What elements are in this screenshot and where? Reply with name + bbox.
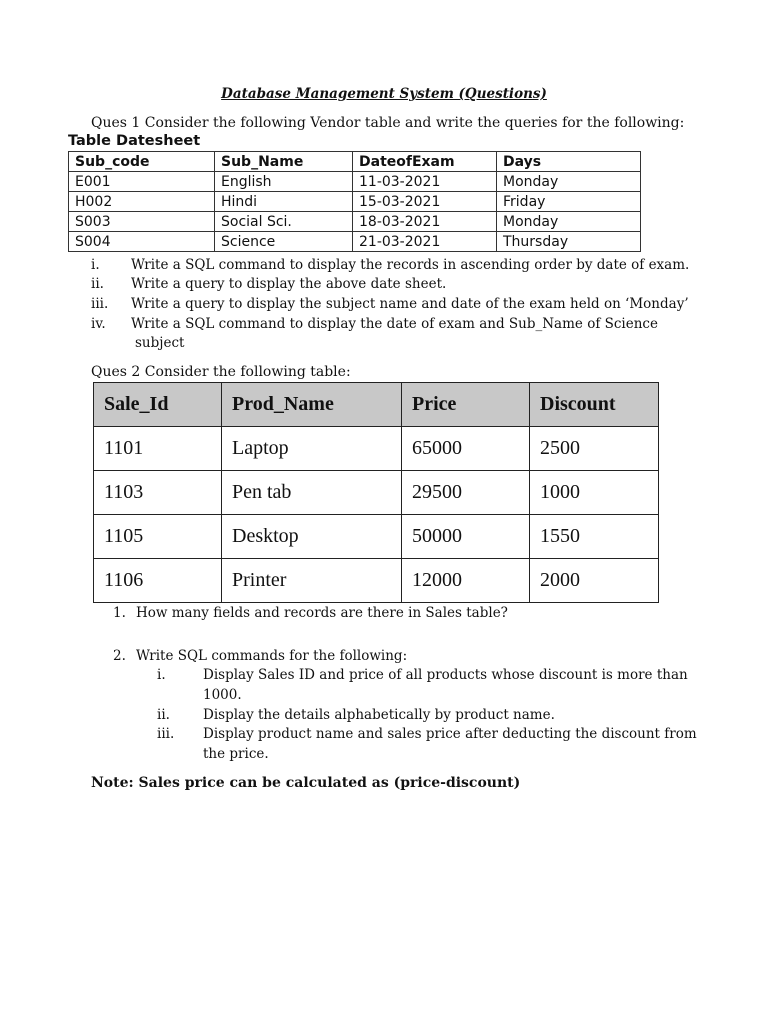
table-row <box>69 192 641 212</box>
list-item-continuation: 1000. <box>203 687 242 703</box>
table-cell: Monday <box>497 212 641 232</box>
list-item-number: ii. <box>157 707 170 723</box>
list-item-text: Display Sales ID and price of all products whose discount is more than <box>203 667 688 683</box>
column-header: Sale_Id <box>94 383 222 427</box>
table-row <box>94 515 659 559</box>
table-header-row <box>94 383 659 427</box>
table-cell: 65000 <box>402 427 530 471</box>
table-row <box>94 559 659 603</box>
column-header: Price <box>402 383 530 427</box>
sub-list-item <box>157 666 688 685</box>
table-row <box>94 427 659 471</box>
list-item-number: iii. <box>91 296 109 312</box>
list-item-number: iv. <box>91 316 106 332</box>
document-title: Database Management System (Questions) <box>221 86 547 102</box>
list-item-number: ii. <box>91 276 104 292</box>
table-cell: 1550 <box>530 515 659 559</box>
column-header: Sub_Name <box>215 152 353 172</box>
table-cell: 29500 <box>402 471 530 515</box>
table-header-row <box>69 152 641 172</box>
list-item-number: 1. <box>113 605 126 621</box>
table-row <box>69 232 641 252</box>
table-cell: E001 <box>69 172 215 192</box>
list-item-text: Display product name and sales price after deducting the discount from <box>203 726 697 742</box>
table-cell: 1103 <box>94 471 222 515</box>
list-item <box>91 315 658 334</box>
column-header: DateofExam <box>353 152 497 172</box>
table-row <box>94 471 659 515</box>
datesheet-table <box>68 151 641 252</box>
table-cell: Monday <box>497 172 641 192</box>
column-header: Prod_Name <box>222 383 402 427</box>
table-cell: Pen tab <box>222 471 402 515</box>
list-item <box>91 275 446 294</box>
list-item <box>113 604 508 623</box>
question-1-intro: Ques 1 Consider the following Vendor table and write the queries for the following: <box>91 115 685 131</box>
table-row <box>69 172 641 192</box>
list-item-text: Write a query to display the subject name and date of the exam held on ‘Monday’ <box>131 296 689 312</box>
list-item <box>91 295 689 314</box>
table-cell: Laptop <box>222 427 402 471</box>
table-cell: 11-03-2021 <box>353 172 497 192</box>
table-cell: Printer <box>222 559 402 603</box>
list-item <box>91 256 689 275</box>
list-item <box>113 647 407 666</box>
list-item-text: Write a query to display the above date sheet. <box>131 276 447 292</box>
table-cell: S003 <box>69 212 215 232</box>
table-cell: Science <box>215 232 353 252</box>
list-item-text: How many fields and records are there in Sales table? <box>136 605 508 621</box>
list-item-number: iii. <box>157 726 175 742</box>
table-cell: 18-03-2021 <box>353 212 497 232</box>
list-item-number: i. <box>91 257 100 273</box>
sub-list-item <box>157 706 555 725</box>
table-cell: 2000 <box>530 559 659 603</box>
question-2-intro: Ques 2 Consider the following table: <box>91 364 351 380</box>
list-item-number: 2. <box>113 648 126 664</box>
table-cell: Hindi <box>215 192 353 212</box>
table-cell: Desktop <box>222 515 402 559</box>
table-cell: 12000 <box>402 559 530 603</box>
note-text: Note: Sales price can be calculated as (price-discount) <box>91 775 521 791</box>
table-cell: H002 <box>69 192 215 212</box>
table-cell: 1105 <box>94 515 222 559</box>
table-row <box>69 212 641 232</box>
table-cell: 1000 <box>530 471 659 515</box>
table-cell: Thursday <box>497 232 641 252</box>
column-header: Days <box>497 152 641 172</box>
list-item-text: Write a SQL command to display the records in ascending order by date of exam. <box>131 257 690 273</box>
table-cell: Friday <box>497 192 641 212</box>
table-cell: English <box>215 172 353 192</box>
sales-table <box>93 382 659 603</box>
list-item-text: Write SQL commands for the following: <box>136 648 408 664</box>
table-cell: 1101 <box>94 427 222 471</box>
column-header: Discount <box>530 383 659 427</box>
table-cell: 15-03-2021 <box>353 192 497 212</box>
table-cell: 21-03-2021 <box>353 232 497 252</box>
table-cell: 1106 <box>94 559 222 603</box>
list-item-continuation: the price. <box>203 746 269 762</box>
table-cell: 2500 <box>530 427 659 471</box>
list-item-number: i. <box>157 667 166 683</box>
column-header: Sub_code <box>69 152 215 172</box>
list-item-text: Display the details alphabetically by product name. <box>203 707 555 723</box>
list-item-continuation: subject <box>135 335 185 351</box>
datesheet-table-caption: Table Datesheet <box>68 133 201 149</box>
sub-list-item <box>157 725 697 744</box>
table-cell: 50000 <box>402 515 530 559</box>
list-item-text: Write a SQL command to display the date of exam and Sub_Name of Science <box>131 316 658 332</box>
table-cell: Social Sci. <box>215 212 353 232</box>
table-cell: S004 <box>69 232 215 252</box>
